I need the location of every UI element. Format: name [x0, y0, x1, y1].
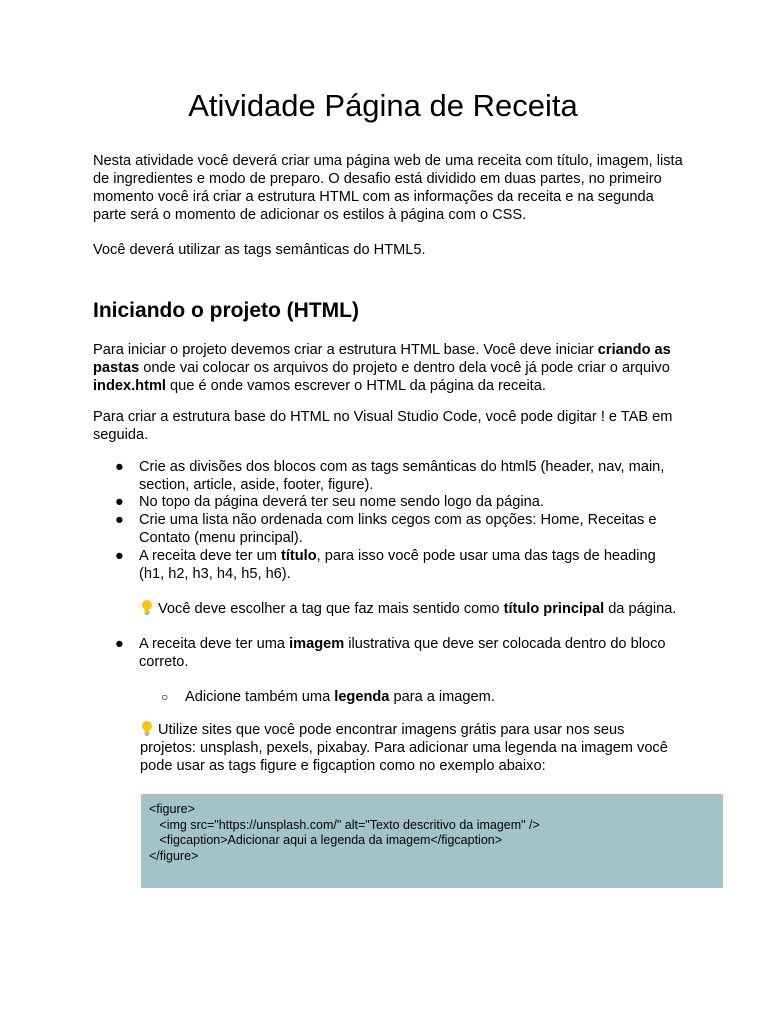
- lightbulb-icon: [140, 599, 154, 615]
- circle-bullet-icon: ○: [161, 690, 169, 704]
- intro-semantic-note: Você deverá utilizar as tags semânticas do HTML5.: [93, 242, 426, 258]
- section-heading: Iniciando o projeto (HTML): [93, 299, 359, 322]
- section-paragraph-1: Para iniciar o projeto devemos criar a estrutura HTML base. Você deve iniciar criando as pastas onde vai colocar os arquivos do projeto e dentro dela você já pode criar o arquivo index.html que é onde vamos escrever o HTML da página da receita.: [93, 342, 671, 394]
- page-title: Atividade Página de Receita: [188, 88, 578, 123]
- bullet-icon: ●: [115, 512, 124, 528]
- section-paragraph-2: Para criar a estrutura base do HTML no Visual Studio Code, você pode digitar ! e TAB em seguida.: [93, 409, 673, 443]
- lightbulb-icon: [140, 720, 154, 736]
- code-example-block: [141, 794, 723, 888]
- intro-paragraph: Nesta atividade você deverá criar uma página web de uma receita com título, imagem, lista de ingredientes e modo de preparo. O desafio está dividido em duas partes, no primeiro momento você irá criar a estrutura HTML com as informações da receita e na segunda parte será o momento de adicionar os estilos à página com o CSS.: [93, 153, 683, 223]
- bullet-icon: ●: [115, 494, 124, 510]
- bullet-icon: ●: [115, 548, 124, 564]
- bullet-icon: ●: [115, 636, 124, 652]
- code-example: <figure> <img src="https://unsplash.com/" alt="Texto descritivo da imagem" /> <figcaption>Adicionar aqui a legenda da imagem</figcaption> </figure>: [149, 802, 540, 863]
- tip-title: Você deve escolher a tag que faz mais sentido como título principal da página.: [140, 599, 680, 618]
- bullet-icon: ●: [115, 459, 124, 475]
- tip-images: Utilize sites que você pode encontrar imagens grátis para usar nos seus projetos: unsplash, pexels, pixabay. Para adicionar uma legenda na imagem você pode usar as tags figure e figcaption como no exemplo abaixo:: [140, 722, 668, 774]
